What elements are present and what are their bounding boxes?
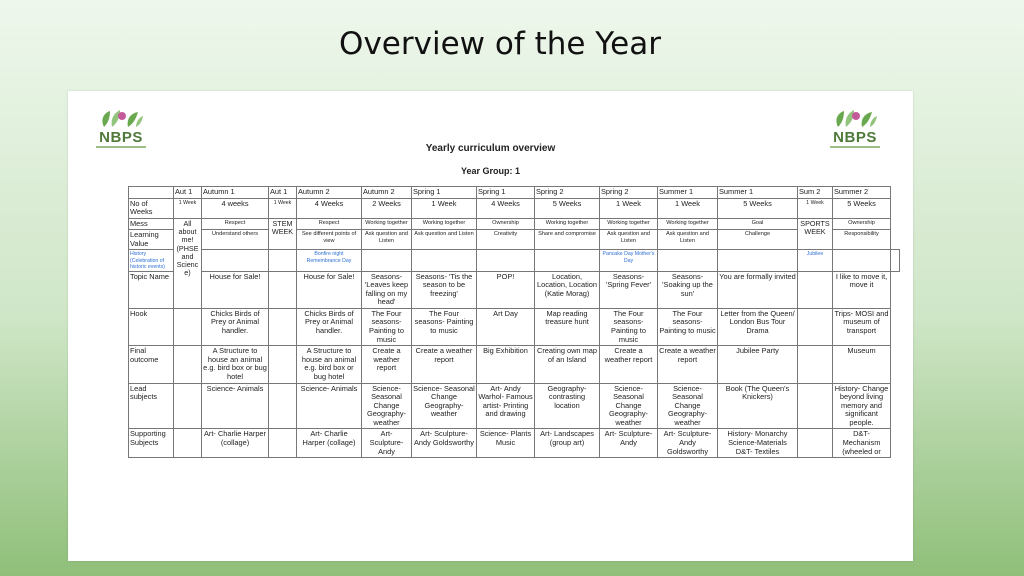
table-cell [174,383,202,429]
header-cell: Sum 2 [798,187,833,199]
table-cell: 1 Week [658,198,718,218]
table-cell: Create a weather report [362,346,412,383]
mess-row [129,218,900,230]
table-cell: The Four seasons- Painting to music [658,308,718,345]
table-cell [477,250,535,271]
table-cell: Working together [600,218,658,230]
table-cell: Science- Plants Music [477,429,535,458]
row-label: Final outcome [129,346,174,383]
header-cell: Summer 1 [658,187,718,199]
header-cell: Spring 2 [535,187,600,199]
table-cell: Chicks Birds of Prey or Animal handler. [202,308,269,345]
leaf-logo-icon [832,109,878,129]
table-cell: Ask question and Listen [412,230,477,250]
table-cell: 1 Week [798,198,833,218]
table-cell [269,271,297,308]
curriculum-table [128,186,900,458]
event-cell: Jubilee [798,250,833,271]
table-cell [833,250,891,271]
table-cell: You are formally invited [718,271,798,308]
table-cell: Science- Seasonal Change Geography- weather [362,383,412,429]
logo-text: NBPS [99,129,143,146]
supporting-subjects-row [129,429,900,458]
table-cell: House for Sale! [202,271,269,308]
table-cell: Goal [718,218,798,230]
table-cell: History- Monarchy Science-Materials D&T- Textiles [718,429,798,458]
all-about-me-cell: All about me! (PHSE and Science) [174,218,202,308]
event-cell: Bonfire night Remembrance Day [297,250,362,271]
table-cell: See different points of view [297,230,362,250]
table-cell: Create a weather report [412,346,477,383]
table-cell [269,346,297,383]
table-cell: Working together [658,218,718,230]
table-cell: A Structure to house an animal e.g. bird box or bug hotel [202,346,269,383]
table-cell: Ask question and Listen [600,230,658,250]
table-cell: Art Day [477,308,535,345]
table-cell: Create a weather report [658,346,718,383]
lead-subjects-row [129,383,900,429]
table-cell [798,429,833,458]
table-cell: Respect [202,218,269,230]
table-cell: D&T- Mechanism (wheeled or [833,429,891,458]
table-cell [798,308,833,345]
table-cell [798,271,833,308]
table-cell: Museum [833,346,891,383]
table-cell: 1 Week [269,198,297,218]
row-label: Hook [129,308,174,345]
header-cell: Autumn 2 [362,187,412,199]
row-label: Mess [129,218,174,230]
header-cell: Aut 1 [174,187,202,199]
header-cell [129,187,174,199]
row-label: Learning Value [129,230,174,250]
table-cell: Seasons- 'Spring Fever' [600,271,658,308]
table-cell: Book (The Queen's Knickers) [718,383,798,429]
header-cell: Autumn 2 [297,187,362,199]
table-cell: Letter from the Queen/ London Bus Tour Drama [718,308,798,345]
table-cell [269,308,297,345]
row-label: Supporting Subjects [129,429,174,458]
header-cell: Spring 1 [477,187,535,199]
table-cell: Science- Seasonal Change Geography- weather [658,383,718,429]
logo-text: NBPS [833,129,877,146]
hook-row [129,308,900,345]
event-cell: Pancake Day Mother's Day [600,250,658,271]
table-cell: Create a weather report [600,346,658,383]
table-cell [202,250,269,271]
table-cell: I like to move it, move it [833,271,891,308]
table-cell: Ownership [477,218,535,230]
table-cell [798,383,833,429]
header-cell: Aut 1 [269,187,297,199]
table-cell: Trips- MOSI and museum of transport [833,308,891,345]
header-cell: Spring 2 [600,187,658,199]
table-cell: Understand others [202,230,269,250]
final-outcome-row [129,346,900,383]
table-cell: 5 Weeks [718,198,798,218]
table-cell: Seasons- 'Tis the season to be freezing' [412,271,477,308]
table-cell: Art- Sculpture- Andy Goldsworthy [658,429,718,458]
header-cell: Summer 2 [833,187,891,199]
table-cell [174,346,202,383]
table-cell: Working together [362,218,412,230]
table-cell: The Four seasons- Painting to music [412,308,477,345]
curriculum-document [68,91,913,561]
row-label: Topic Name [129,271,174,308]
table-cell: The Four seasons- Painting to music [362,308,412,345]
table-cell: Art- Sculpture- Andy [600,429,658,458]
leaf-logo-icon [98,109,144,129]
table-cell [891,250,900,271]
year-group-label: Year Group: 1 [460,166,521,176]
document-title: Yearly curriculum overview [425,143,556,154]
table-cell: 2 Weeks [362,198,412,218]
row-label: Lead subjects [129,383,174,429]
table-cell: Challenge [718,230,798,250]
table-cell: Ask question and Listen [658,230,718,250]
table-cell: Responsibility [833,230,891,250]
table-cell: The Four seasons- Painting to music [600,308,658,345]
table-cell: Art- Andy Warhol- Famous artist- Printing and drawing [477,383,535,429]
table-cell [174,308,202,345]
table-cell: 1 Week [600,198,658,218]
table-cell: 4 weeks [202,198,269,218]
row-label: No of Weeks [129,198,174,218]
table-cell: 1 Week [412,198,477,218]
table-cell [718,250,798,271]
table-cell [269,383,297,429]
table-cell: Creativity [477,230,535,250]
table-cell: 4 Weeks [297,198,362,218]
table-cell: House for Sale! [297,271,362,308]
table-cell: Science- Animals [297,383,362,429]
events-row [129,250,900,271]
table-cell: Creating own map of an Island [535,346,600,383]
table-cell: Science- Animals [202,383,269,429]
table-cell: Working together [412,218,477,230]
table-cell: Chicks Birds of Prey or Animal handler. [297,308,362,345]
topic-row [129,271,900,308]
table-cell: 4 Weeks [477,198,535,218]
weeks-row [129,198,900,218]
stem-week-cell: STEM WEEK [269,218,297,250]
table-cell: Ownership [833,218,891,230]
table-cell: Science- Seasonal Change Geography- weather [600,383,658,429]
table-cell: Art- Charlie Harper (collage) [202,429,269,458]
table-cell [658,250,718,271]
table-cell: Art- Sculpture- Andy [362,429,412,458]
table-cell [535,250,600,271]
table-cell: Ask question and Listen [362,230,412,250]
header-cell: Autumn 1 [202,187,269,199]
table-cell: Art- Sculpture- Andy Goldsworthy [412,429,477,458]
table-cell: 5 Weeks [535,198,600,218]
table-cell: Geography- contrasting location [535,383,600,429]
header-cell: Summer 1 [718,187,798,199]
table-cell: Share and compromise [535,230,600,250]
table-cell: History- Change beyond living memory and significant people. [833,383,891,429]
table-cell [174,429,202,458]
table-cell: Art- Landscapes (group art) [535,429,600,458]
table-cell: Seasons- 'Leaves keep falling on my head' [362,271,412,308]
table-cell: POP! [477,271,535,308]
table-cell [362,250,412,271]
header-cell: Spring 1 [412,187,477,199]
table-cell [269,250,297,271]
table-cell [412,250,477,271]
table-cell: Working together [535,218,600,230]
learning-value-row [129,230,900,250]
table-cell: Respect [297,218,362,230]
slide-title: Overview of the Year [339,26,661,62]
table-cell: A Structure to house an animal e.g. bird box or bug hotel [297,346,362,383]
table-cell: 5 Weeks [833,198,891,218]
table-cell [798,346,833,383]
table-cell: Map reading treasure hunt [535,308,600,345]
table-cell: 1 Week [174,198,202,218]
table-cell [269,429,297,458]
table-cell: Seasons- 'Soaking up the sun' [658,271,718,308]
sports-week-cell: SPORTS WEEK [798,218,833,250]
table-cell: Jubilee Party [718,346,798,383]
table-cell: Big Exhibition [477,346,535,383]
event-cell: History (Celebration of historic events) [129,250,174,271]
table-cell: Science- Seasonal Change Geography- weather [412,383,477,429]
header-row [129,187,900,199]
table-cell: Location, Location, Location (Katie Morag) [535,271,600,308]
table-cell: Art- Charlie Harper (collage) [297,429,362,458]
